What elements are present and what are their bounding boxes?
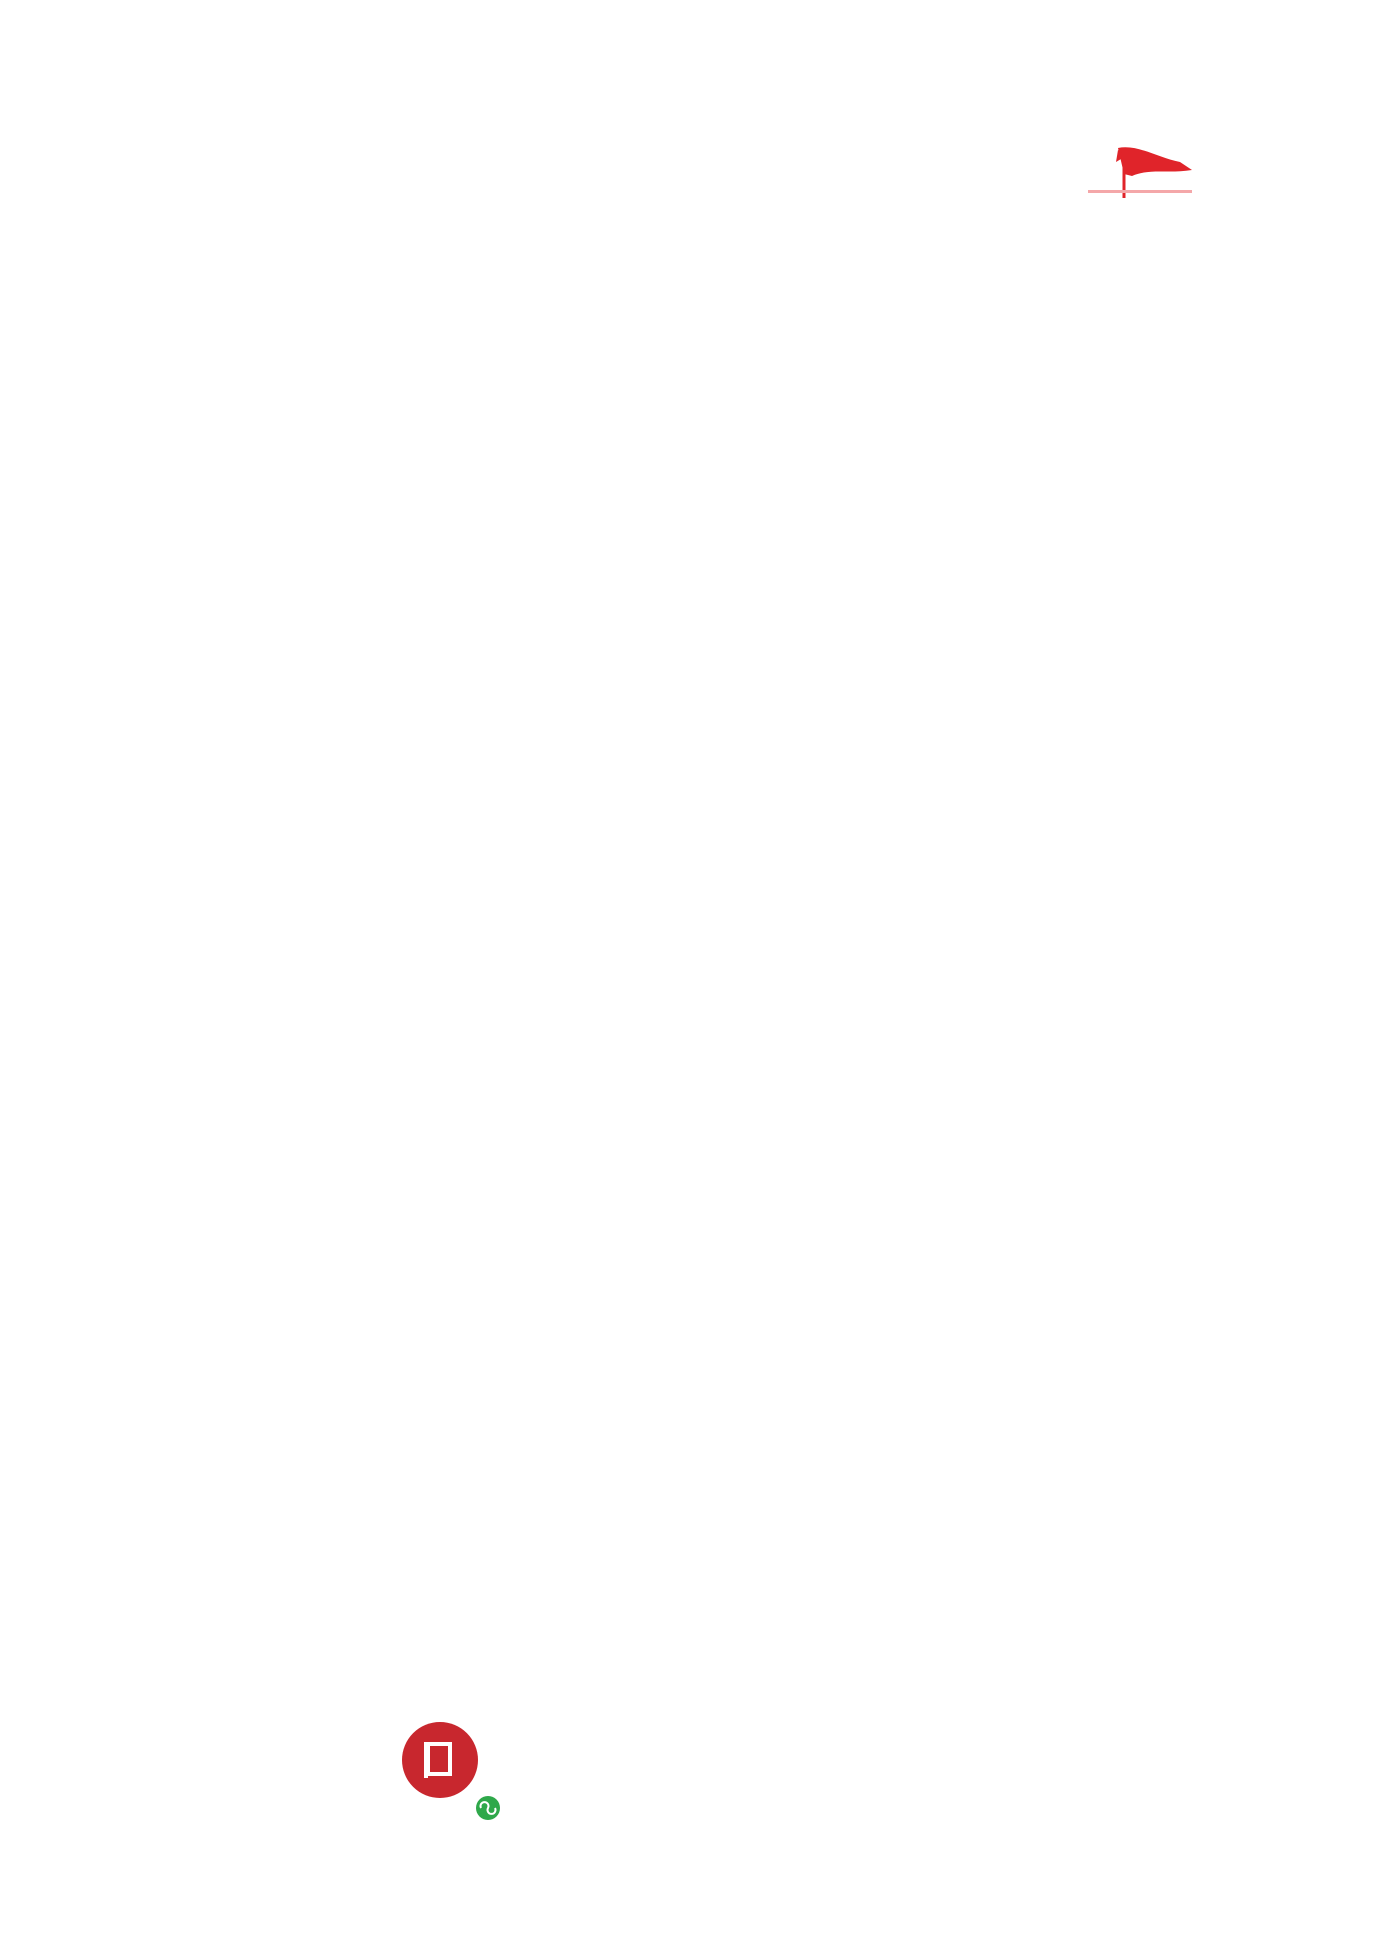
flag-icon [1088,140,1198,200]
mini-program-code[interactable] [360,1680,520,1840]
book-icon [424,1742,452,1778]
